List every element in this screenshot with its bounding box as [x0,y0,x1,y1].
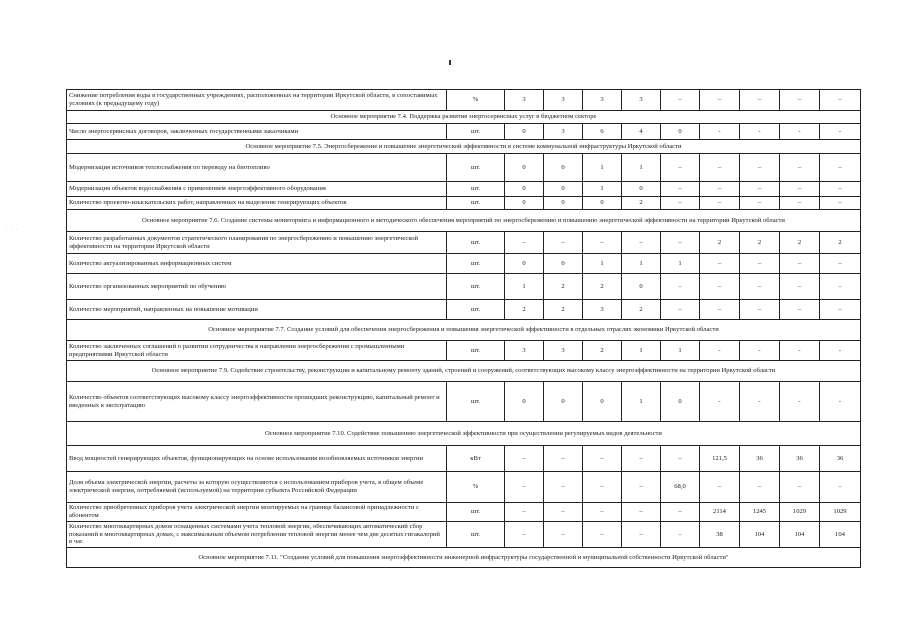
section-row [67,210,861,232]
unit-cell: шт. [447,300,505,320]
unit-cell: шт. [447,124,505,140]
value-cell: 1029 [820,503,861,522]
value-cell: 1 [583,154,622,182]
indicator-name: Количество объектов соответствующих высокому классу энергоэффективности прошедших реконструкцию, капитальный ремонт и введенных в эксплуатацию [67,382,447,422]
value-cell: 0 [505,154,544,182]
value-cell: – [820,90,861,111]
unit-cell: шт. [447,503,505,522]
value-cell: 0 [583,382,622,422]
unit-cell: шт. [447,197,505,210]
value-cell: – [622,503,661,522]
unit-cell: шт. [447,341,505,361]
value-cell: 0 [622,182,661,197]
unit-cell: шт. [447,254,505,274]
value-cell: 2 [740,232,780,254]
value-cell: 3 [544,124,583,140]
value-cell: 36 [740,446,780,472]
value-cell: 0 [583,197,622,210]
value-cell: – [544,472,583,503]
page-mark [449,60,451,65]
value-cell: – [622,522,661,548]
value-cell: 3 [505,341,544,361]
value-cell: - [820,341,861,361]
value-cell: – [820,472,861,503]
table-row [67,446,861,472]
value-cell: 0 [661,124,700,140]
section-row [67,361,861,382]
value-cell: 1 [583,182,622,197]
value-cell: – [740,254,780,274]
table-row [67,300,861,320]
table-row [67,382,861,422]
value-cell: 3 [544,90,583,111]
unit-cell: % [447,90,505,111]
value-cell: - [780,124,820,140]
value-cell: – [740,300,780,320]
value-cell: - [700,341,740,361]
value-cell: – [661,154,700,182]
value-cell: – [740,182,780,197]
table-row [67,274,861,300]
value-cell: – [700,154,740,182]
value-cell: 104 [820,522,861,548]
value-cell: 3 [583,90,622,111]
value-cell: 2114 [700,503,740,522]
value-cell: 1 [583,254,622,274]
value-cell: – [505,522,544,548]
indicator-name: Доля объема электрической энергии, расчеты за которую осуществляются с использованием приборов учета, в общем объеме электрической энергии, потребляемой (используемой) на территории субъекта Российской Федерации [67,472,447,503]
value-cell: – [780,472,820,503]
section-title: Основное мероприятие 7.9. Содействие строительству, реконструкции и капитальному ремонту зданий, строений и сооружений, соответствующих высокому классу энергоэффективности на территории Иркутской области [67,361,861,382]
value-cell: – [583,472,622,503]
value-cell: – [820,300,861,320]
value-cell: – [820,154,861,182]
value-cell: – [544,503,583,522]
value-cell: – [661,446,700,472]
value-cell: – [661,182,700,197]
value-cell: – [622,446,661,472]
indicator-name: Модернизация источников теплоснабжения по переводу на биотопливо [67,154,447,182]
indicator-name: Количество мероприятий, направленных на повышение мотивации [67,300,447,320]
value-cell: 2 [700,232,740,254]
value-cell: 2 [622,300,661,320]
value-cell: 3 [583,300,622,320]
value-cell: 36 [820,446,861,472]
value-cell: 2 [505,300,544,320]
value-cell: 0 [544,182,583,197]
value-cell: – [820,274,861,300]
value-cell: 0 [622,274,661,300]
value-cell: 0 [505,124,544,140]
value-cell: 104 [780,522,820,548]
value-cell: 0 [505,197,544,210]
value-cell: - [740,341,780,361]
table-row [67,503,861,522]
value-cell: – [583,446,622,472]
indicators-table [66,89,861,568]
value-cell: - [780,382,820,422]
section-title: Основное мероприятие 7.5. Энергосбережение и повышение энергетической эффективности в системе коммунальной инфраструктуры Иркутской области [67,140,861,154]
value-cell: 1 [661,254,700,274]
indicator-name: Модернизация объектов водоснабжения с применением энергоэффективного оборудования [67,182,447,197]
value-cell: - [820,382,861,422]
value-cell: – [740,274,780,300]
table-row [67,154,861,182]
unit-cell: % [447,472,505,503]
value-cell: – [544,446,583,472]
value-cell: 6 [583,124,622,140]
value-cell: – [544,522,583,548]
value-cell: 121,5 [700,446,740,472]
unit-cell: шт. [447,274,505,300]
value-cell: – [700,197,740,210]
indicator-name: Количество приобретенных приборов учета электрической энергии монтируемых на границе балансовой принадлежности с абонентом [67,503,447,522]
table-row [67,90,861,111]
unit-cell: шт. [447,232,505,254]
value-cell: – [820,197,861,210]
value-cell: 2 [820,232,861,254]
unit-cell: шт. [447,382,505,422]
value-cell: 36 [780,446,820,472]
section-row [67,140,861,154]
indicator-name: Количество актуализированных информационных систем [67,254,447,274]
value-cell: 2 [622,197,661,210]
unit-cell: шт. [447,182,505,197]
value-cell: 3 [544,341,583,361]
value-cell: 1 [622,382,661,422]
value-cell: 1 [622,254,661,274]
value-cell: 38 [700,522,740,548]
value-cell: 1245 [740,503,780,522]
value-cell: – [780,90,820,111]
section-row [67,320,861,341]
section-title: Основное мероприятие 7.11. "Создание условий для повышения энергоэффективности инженерной инфраструктуры государственной и муниципальной собственности Иркутской области" [67,548,861,568]
value-cell: – [661,232,700,254]
value-cell: – [700,182,740,197]
value-cell: 0 [544,254,583,274]
value-cell: – [700,254,740,274]
value-cell: 2 [780,232,820,254]
value-cell: – [740,154,780,182]
value-cell: 2 [583,341,622,361]
value-cell: – [661,300,700,320]
table-row [67,472,861,503]
indicator-name: Количество проектно-изыскательских работ, направленных на выделение генерирующих объектов [67,197,447,210]
indicator-name: Количество разработанных документов стратегического планирования по энергосбережению и повышению энергетической эффективности на территории Иркутской области [67,232,447,254]
value-cell: – [780,197,820,210]
section-title: Основное мероприятие 7.7. Создание условий для обеспечения энергосбережения и повышения энергетической эффективности в отдельных отраслях экономики Иркутской области [67,320,861,341]
value-cell: 2 [544,300,583,320]
value-cell: 1 [505,274,544,300]
value-cell: 0 [544,154,583,182]
table-row [67,124,861,140]
value-cell: – [820,182,861,197]
value-cell: – [505,503,544,522]
section-row [67,422,861,446]
value-cell: – [661,522,700,548]
indicator-name: Количество организованных мероприятий по обучению [67,274,447,300]
indicator-name: Число энергосервисных договоров, заключенных государственными заказчиками [67,124,447,140]
value-cell: – [700,274,740,300]
table-row [67,197,861,210]
value-cell: – [780,154,820,182]
value-cell: - [700,124,740,140]
value-cell: – [780,254,820,274]
section-title: Основное мероприятие 7.10. Содействие повышению энергетической эффективности при осуществлении регулируемых видов деятельности [67,422,861,446]
unit-cell: шт. [447,154,505,182]
value-cell: 2 [544,274,583,300]
value-cell: 0 [505,254,544,274]
value-cell: 0 [661,382,700,422]
value-cell: 3 [622,90,661,111]
section-row [67,111,861,124]
value-cell: – [780,300,820,320]
table-row [67,522,861,548]
value-cell: – [505,232,544,254]
section-title: Основное мероприятие 7.6. Создание системы мониторинга и информационного и методического обеспечения мероприятий по энергосбережению и повышению энергетической эффективности на территории Иркутской области [67,210,861,232]
value-cell: – [740,472,780,503]
value-cell: – [661,197,700,210]
value-cell: – [583,522,622,548]
value-cell: - [740,382,780,422]
value-cell: – [740,90,780,111]
value-cell: – [505,472,544,503]
value-cell: 0 [544,382,583,422]
value-cell: – [661,90,700,111]
table-row [67,254,861,274]
value-cell: 1 [622,341,661,361]
indicator-name: Снижение потребления воды в государственных учреждениях, расположенных на территории Иркутской области, в сопоставимых условиях (к предыдущему году) [67,90,447,111]
value-cell: - [820,124,861,140]
unit-cell: кВт [447,446,505,472]
table-row [67,232,861,254]
section-title: Основное мероприятие 7.4. Поддержка развития энергосервисных услуг в бюджетном секторе [67,111,861,124]
value-cell: – [780,182,820,197]
value-cell: – [700,90,740,111]
value-cell: – [583,232,622,254]
value-cell: - [780,341,820,361]
value-cell: 4 [622,124,661,140]
value-cell: - [700,382,740,422]
indicator-name: Количество заключенных соглашений о развитии сотрудничества в направлении энергосбережения с промышленными предприятиями Иркутской области [67,341,447,361]
value-cell: 104 [740,522,780,548]
value-cell: – [544,232,583,254]
value-cell: – [622,472,661,503]
value-cell: – [583,503,622,522]
value-cell: 1 [622,154,661,182]
value-cell: 0 [505,382,544,422]
section-row [67,548,861,568]
indicator-name: Количество многоквартирных домов оснащенных системами учета тепловой энергии, обеспечивающих автоматический сбор показаний в многоквартирных домах, с максимальным объемом потребления тепловой энергии менее чем две десятых гигакалорий в час [67,522,447,548]
value-cell: 3 [505,90,544,111]
table-row [67,182,861,197]
value-cell: - [740,124,780,140]
value-cell: – [780,274,820,300]
value-cell: 68,0 [661,472,700,503]
value-cell: – [622,232,661,254]
value-cell: – [661,503,700,522]
table-row [67,341,861,361]
value-cell: – [820,254,861,274]
value-cell: 1029 [780,503,820,522]
value-cell: 1 [661,341,700,361]
value-cell: 0 [544,197,583,210]
value-cell: – [505,446,544,472]
margin-scan-mark: · · · [6,228,19,233]
value-cell: – [700,300,740,320]
unit-cell: шт. [447,522,505,548]
indicator-name: Ввод мощностей генерирующих объектов, функционирующих на основе использования возобновляемых источников энергии [67,446,447,472]
value-cell: – [700,472,740,503]
value-cell: 0 [505,182,544,197]
value-cell: 2 [583,274,622,300]
value-cell: – [740,197,780,210]
value-cell: – [661,274,700,300]
